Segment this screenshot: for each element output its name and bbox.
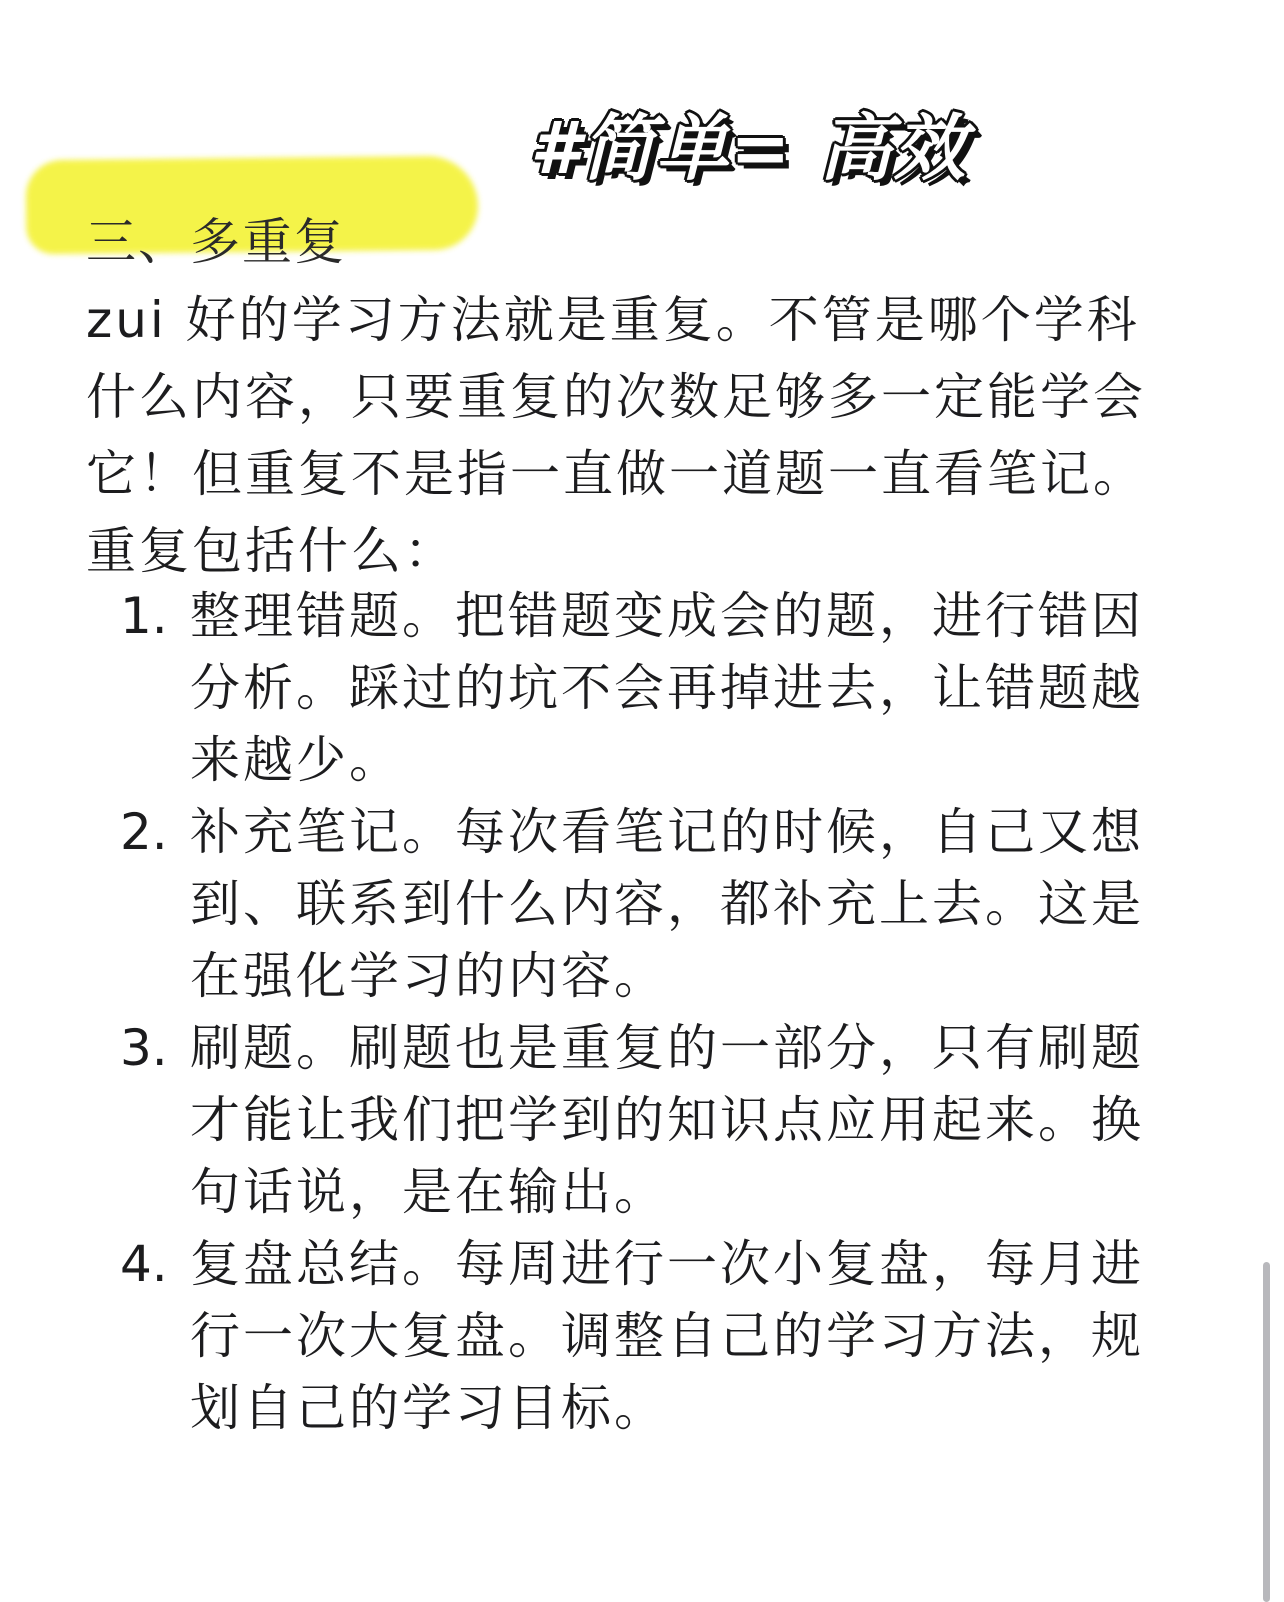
list-item-text: 复盘总结。每周进行一次小复盘，每月进行一次大复盘。调整自己的学习方法，规划自己的学习目标。 [190, 1235, 1144, 1437]
scrollbar[interactable] [1263, 1262, 1270, 1602]
list-item-text: 刷题。刷题也是重复的一部分，只有刷题才能让我们把学到的知识点应用起来。换句话说，是在输出。 [190, 1019, 1144, 1221]
list-item-text: 补充笔记。每次看笔记的时候，自己又想到、联系到什么内容，都补充上去。这是在强化学习的内容。 [190, 803, 1144, 1005]
list-number: 3. [120, 1019, 168, 1077]
list-number: 4. [120, 1235, 168, 1293]
list-item [86, 1012, 1186, 1228]
list-item-text: 整理错题。把错题变成会的题，进行错因分析。踩过的坑不会再掉进去，让错题越来越少。 [190, 587, 1144, 789]
list-item [86, 796, 1186, 1012]
intro-paragraph: zui 好的学习方法就是重复。不管是哪个学科什么内容，只要重复的次数足够多一定能学会它！但重复不是指一直做一道题一直看笔记。重复包括什么： [86, 291, 1146, 580]
page-title: #简单= 高效 [530, 106, 968, 190]
section-heading: 三、多重复 [86, 213, 346, 271]
list-number: 1. [120, 587, 168, 645]
list-number: 2. [120, 803, 168, 861]
numbered-list [86, 580, 1186, 1444]
list-item [86, 580, 1186, 796]
list-item [86, 1228, 1186, 1444]
